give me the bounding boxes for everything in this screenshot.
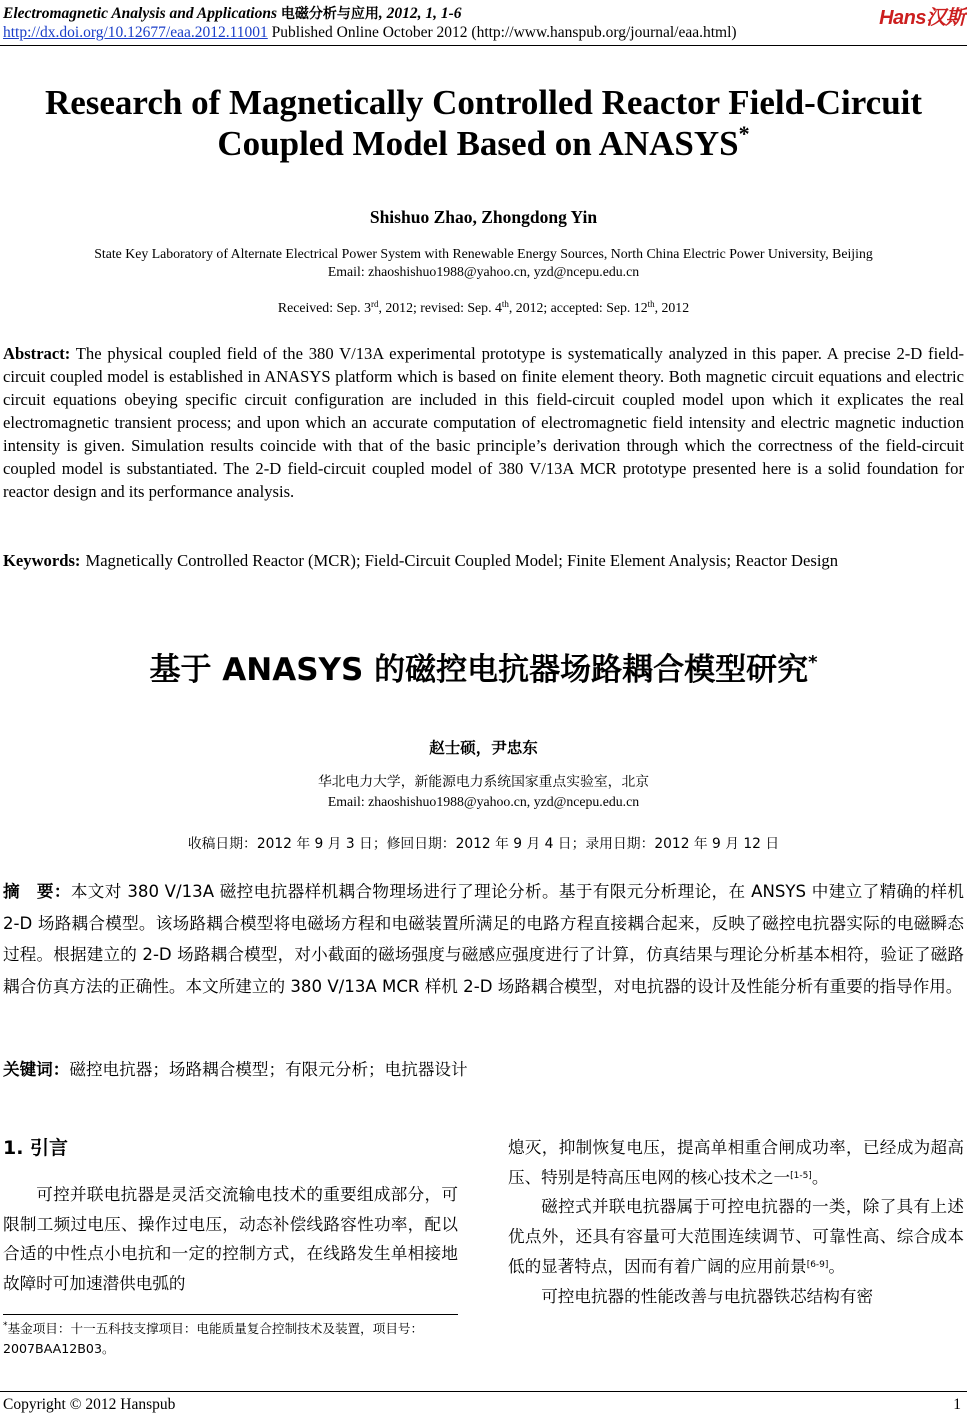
right-paragraph-1 (508, 1133, 964, 1192)
journal-name: Electromagnetic Analysis and Applications (3, 5, 277, 22)
right-p2-end: 。 (828, 1256, 846, 1276)
footer-divider (0, 1391, 967, 1392)
accepted-year: , 2012 (654, 300, 690, 315)
keywords-cn-text: 磁控电抗器；场路耦合模型；有限元分析；电抗器设计 (69, 1060, 468, 1079)
affiliation-cn-text: 华北电力大学，新能源电力系统国家重点实验室，北京 (317, 774, 650, 790)
doi-link[interactable]: http://dx.doi.org/10.12677/eaa.2012.11001 (3, 24, 268, 41)
affiliation-en (0, 245, 967, 281)
header-divider (0, 45, 967, 46)
abstract-cn-label: 摘 要： (3, 882, 71, 901)
abstract-label: Abstract: (3, 344, 71, 363)
abstract-en (3, 342, 964, 503)
authors-en: Shishuo Zhao, Zhongdong Yin (369, 207, 598, 227)
abstract-cn-text: 本文对 380 V/13A 磁控电抗器样机耦合物理场进行了理论分析。基于有限元分析理论，在 ANSYS 中建立了精确的样机 2-D 场路耦合模型。该场路耦合模型将电磁场方程和电磁装置所满足的电路方程直接耦合起来，反映了磁控电抗器实际的电磁瞬态过程。根据建立的 2-D 场路耦合模型，对小截面的磁场强度与磁感应强度进行了计算，仿真结果与理论分析基本相符，验证了磁路耦合仿真方法的正确性。本文所建立的 380 V/13A MCR 样机 2-D 场路耦合模型，对电抗器的设计及性能分析有重要的指导作用。 (3, 882, 965, 996)
keywords-cn (3, 1056, 964, 1080)
received-sup: rd (370, 299, 379, 309)
keywords-cn-label: 关键词： (3, 1060, 70, 1079)
accepted-sup: th (647, 299, 655, 309)
accepted-text: , 2012; accepted: Sep. 12 (508, 300, 648, 315)
citation-ref-1-5: [1-5] (790, 1170, 812, 1181)
right-p1-end: 。 (811, 1167, 829, 1187)
citation-ref-6-9: [6-9] (806, 1259, 829, 1270)
journal-name-cn: 电磁分析与应用 (280, 6, 379, 22)
received-dates-en (0, 300, 967, 316)
footnote-mark: * (3, 1321, 8, 1331)
doi-line (3, 24, 737, 42)
footnote-text: 基金项目：十一五科技支撑项目：电能质量复合控制技术及装置，项目号：2007BAA12B03。 (3, 1321, 424, 1356)
received-dates-cn: 收稿日期：2012 年 9 月 3 日；修回日期：2012 年 9 月 4 日；录用日期：2012 年 9 月 12 日 (187, 836, 780, 852)
footnote-divider (3, 1314, 458, 1315)
received-text: Received: Sep. 3 (277, 300, 371, 315)
affiliation-cn (0, 773, 967, 811)
revised-sup: th (501, 299, 509, 309)
page-number: 1 (953, 1396, 961, 1413)
email-en: Email: zhaoshishuo1988@yahoo.cn, yzd@ncepu.edu.cn (327, 264, 640, 279)
right-paragraph-3: 可控电抗器的性能改善与电抗器铁芯结构有密 (541, 1286, 874, 1306)
journal-issue: , 2012, 1, 1-6 (378, 5, 462, 22)
body-left-column: 可控并联电抗器是灵活交流输电技术的重要组成部分，可限制工频过电压、操作过电压，动态补偿线路容性功率，配以合适的中性点小电抗和一定的控制方式，在线路发生单相接地故障时可加速潜供电弧的 (3, 1185, 458, 1294)
paper-title-cn (0, 644, 967, 689)
abstract-cn (3, 876, 964, 1002)
keywords-en-text: Magnetically Controlled Reactor (MCR); Field-Circuit Coupled Model; Finite Element Analysis; Reactor Design (85, 551, 839, 570)
right-p2-text: 磁控式并联电抗器属于可控电抗器的一类，除了具有上述优点外，还具有容量可大范围连续调节、可靠性高、综合成本低的显著特点，因而有着广阔的应用前景 (508, 1197, 964, 1276)
keywords-label: Keywords: (3, 551, 81, 570)
title-en-line-2: Coupled Model Based on ANASYS (217, 124, 739, 163)
title-cn-text: 基于 ANASYS 的磁控电抗器场路耦合模型研究 (149, 652, 809, 688)
affiliation-en-text: State Key Laboratory of Alternate Electrical Power System with Renewable Energy Sources, North China Electric Power University, Beijing (94, 246, 873, 261)
right-p1-text: 熄灭，抑制恢复电压，提高单相重合闸成功率，已经成为超高压、特别是特高压电网的核心技术之一 (508, 1138, 964, 1187)
funding-footnote (3, 1319, 458, 1359)
title-cn-footnote-mark: * (808, 652, 818, 673)
section-heading-introduction: 1. 引言 (3, 1137, 69, 1159)
revised-text: , 2012; revised: Sep. 4 (378, 300, 502, 315)
authors-cn: 赵士硕，尹忠东 (429, 739, 538, 757)
email-cn: Email: zhaoshishuo1988@yahoo.cn, yzd@ncepu.edu.cn (327, 794, 640, 809)
keywords-en (3, 549, 964, 572)
paper-title-en (0, 82, 967, 164)
right-paragraph-2 (508, 1192, 964, 1281)
hans-logo: Hans汉斯 (879, 7, 965, 29)
title-footnote-mark: * (738, 121, 750, 146)
copyright: Copyright © 2012 Hanspub (3, 1396, 176, 1413)
abstract-en-text: The physical coupled field of the 380 V/13A experimental prototype is systematically analyzed in this paper. A precise 2-D field-circuit coupled model is established in ANASYS platform which is based on finite element theory. Both magnetic circuit equations and electric circuit equations obeying specific circuit configuration are included in this field-circuit coupled model upon which it explicates the real electromagnetic transient process; and upon which an accurate computation of electromagnetic field intensity and electric magnetic induction intensity is given. Simulation results coincide with that of the basic principle’s derivation through which the correctness of the field-circuit coupled model is substantiated. The 2-D field-circuit coupled model of 380 V/13A MCR prototype presented here is a solid foundation for reactor design and its performance analysis. (3, 344, 964, 501)
published-info: Published Online October 2012 (http://www.hanspub.org/journal/eaa.html) (271, 24, 737, 41)
journal-header (3, 3, 462, 23)
body-right-column (508, 1133, 964, 1311)
title-en-line-1: Research of Magnetically Controlled Reactor Field-Circuit (44, 83, 923, 122)
